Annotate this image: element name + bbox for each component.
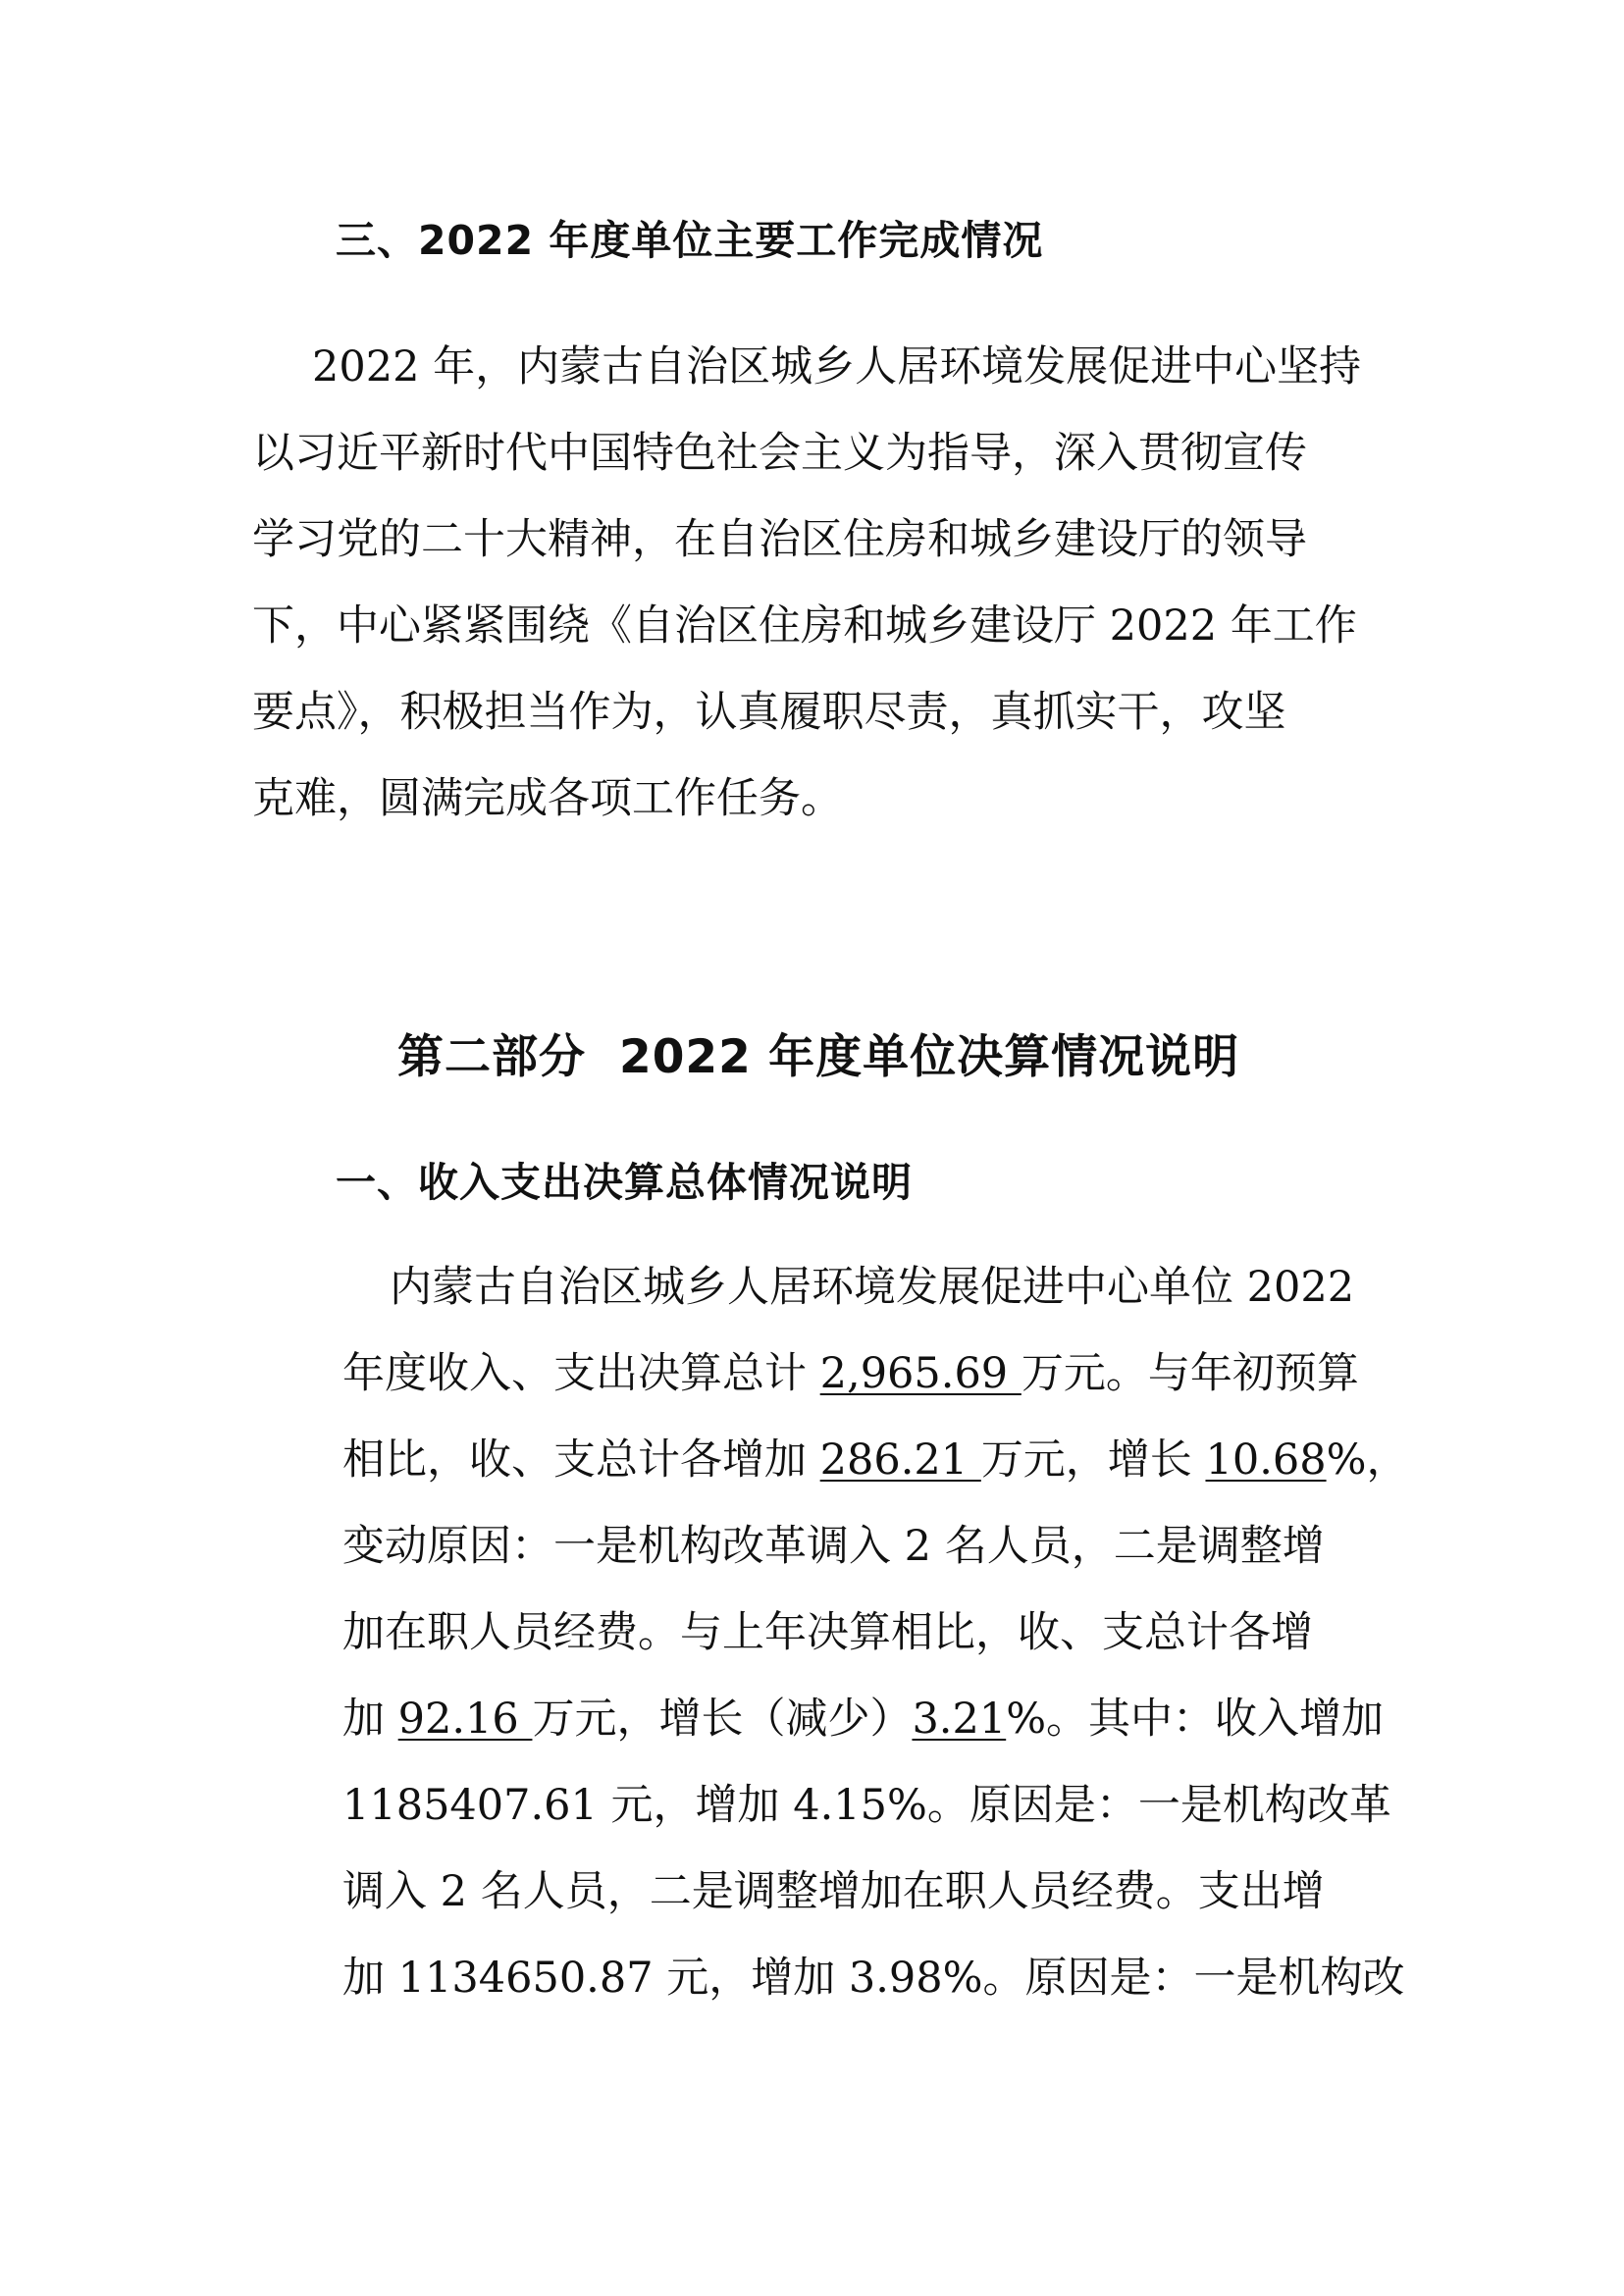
text-run: 年度收入、支出决算总计 (342, 1349, 820, 1398)
text-line: 调入 2 名人员，二是调整增加在职人员经费。支出增 (342, 1867, 1325, 1916)
text-run: 加 (342, 1695, 398, 1744)
text-run: 相比，收、支总计各增加 (342, 1435, 820, 1485)
text-line: 以习近平新时代中国特色社会主义为指导，深入贯彻宣传 (252, 429, 1307, 478)
text-line: 1185407.61 元，增加 4.15%。原因是：一是机构改革 (342, 1781, 1391, 1830)
growth-rate-vs-last-year-value: 3.21 (912, 1695, 1007, 1744)
text-run: 万元，增长 (980, 1435, 1206, 1485)
growth-rate-vs-budget-value: 10.68 (1205, 1435, 1327, 1485)
section-heading-income-expenditure: 一、收入支出决算总体情况说明 (336, 1159, 913, 1206)
increase-vs-budget-value: 286.21 (819, 1435, 981, 1485)
part-title (397, 1020, 1239, 1086)
text-line (0, 1676, 1624, 1762)
text-line: 内蒙古自治区城乡人居环境发展促进中心单位 2022 (390, 1263, 1355, 1312)
text-line (0, 1331, 1624, 1417)
text-line: 要点》，积极担当作为，认真履职尽责，真抓实干，攻坚 (252, 688, 1286, 737)
text-line: 学习党的二十大精神，在自治区住房和城乡建设厅的领导 (252, 515, 1307, 564)
text-line: 变动原因：一是机构改革调入 2 名人员，二是调整增 (342, 1522, 1325, 1571)
part-title-label: 第二部分 (397, 1030, 586, 1084)
text-run: 万元，增长（减少） (532, 1695, 913, 1744)
increase-vs-last-year-value: 92.16 (397, 1695, 533, 1744)
text-line: 加在职人员经费。与上年决算相比，收、支总计各增 (342, 1608, 1313, 1657)
text-line: 2022 年，内蒙古自治区城乡人居环境发展促进中心坚持 (312, 342, 1362, 391)
text-run: 万元。与年初预算 (1021, 1349, 1359, 1398)
part-title-text: 2022 年度单位决算情况说明 (619, 1030, 1240, 1084)
text-run: %， (1326, 1435, 1409, 1485)
section-heading-work-completion: 三、2022 年度单位主要工作完成情况 (336, 217, 1044, 264)
paragraph-work-completion (0, 324, 1624, 842)
text-run: %。其中：收入增加 (1006, 1695, 1385, 1744)
paragraph-income-expenditure (0, 1244, 1624, 2021)
text-line (0, 1417, 1624, 1503)
text-line: 克难，圆满完成各项工作任务。 (252, 774, 843, 823)
text-line: 下，中心紧紧围绕《自治区住房和城乡建设厅 2022 年工作 (252, 601, 1357, 651)
total-amount-value: 2,965.69 (819, 1349, 1022, 1398)
text-line: 加 1134650.87 元，增加 3.98%。原因是：一是机构改 (342, 1954, 1405, 2003)
